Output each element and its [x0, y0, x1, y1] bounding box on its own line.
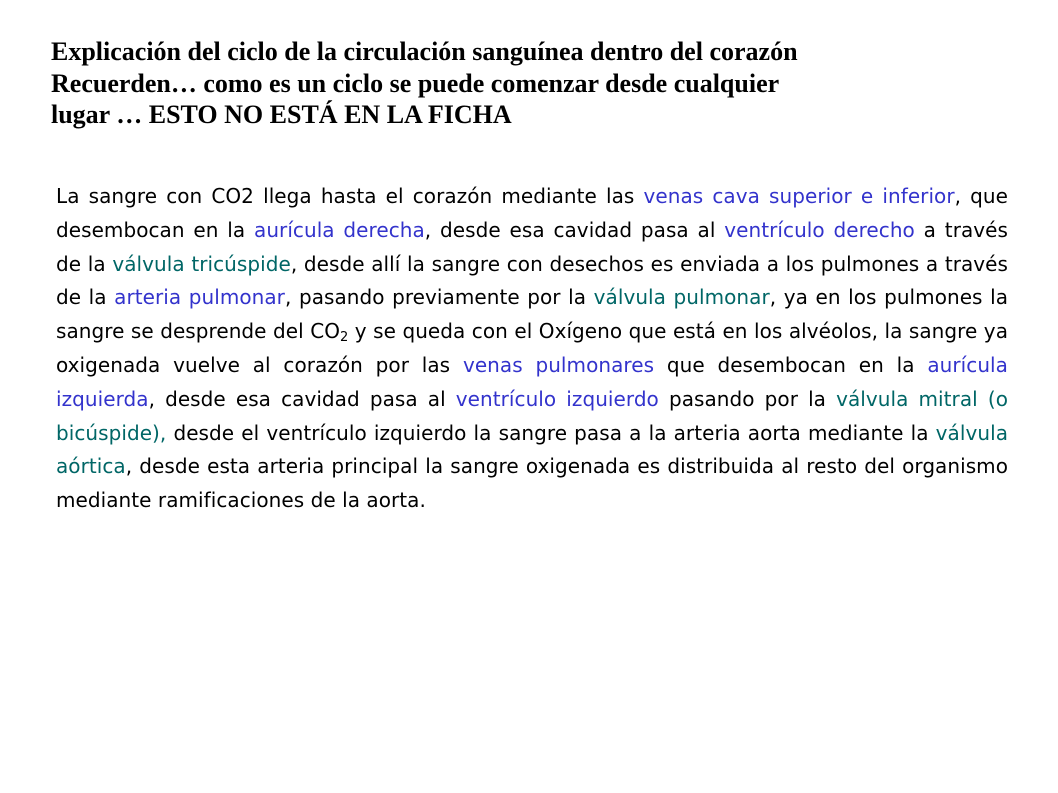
term-auricula-derecha: aurícula derecha	[254, 217, 425, 242]
term-valvula-aortica: válvula aórtica	[56, 420, 1008, 479]
text-segment: , desde allí la sangre con desechos es enviada a los pulmones a través de la	[56, 251, 1008, 310]
text-segment: , pasando previamente por la	[284, 285, 594, 310]
term-valvula-mitral: válvula mitral (o bicúspide),	[56, 386, 1008, 445]
co2-subscript: 2	[340, 330, 349, 346]
term-auricula-izquierda: aurícula izquierda	[56, 352, 1008, 411]
text-segment: , desde esta arteria principal la sangre oxigenada es distribuida al resto del organismo mediante ramificaciones de la aorta.	[56, 454, 1008, 513]
term-ventriculo-izquierdo: ventrículo izquierdo	[455, 386, 659, 411]
title-line-1: Explicación del ciclo de la circulación sanguínea dentro del corazón	[51, 37, 798, 66]
text-segment: y se queda con el Oxígeno que está en los alvéolos, la sangre ya oxigenada vuelve al corazón por las	[56, 319, 1008, 377]
term-venas-cava: venas cava superior e inferior	[643, 184, 955, 208]
text-segment: , desde esa cavidad pasa al	[424, 217, 725, 242]
text-segment: desde el ventrículo izquierdo la sangre pasa a la arteria aorta mediante la	[166, 420, 936, 445]
term-arteria-pulmonar: arteria pulmonar	[114, 285, 285, 310]
title-line-3: lugar … ESTO NO ESTÁ EN LA FICHA	[51, 100, 512, 129]
title-line-2: Recuerden… como es un ciclo se puede comenzar desde cualquier	[51, 68, 780, 98]
term-ventriculo-derecho: ventrículo derecho	[724, 217, 915, 242]
text-segment: , ya en los pulmones la sangre se desprende del CO	[56, 285, 1009, 344]
text-segment: a través de la	[56, 217, 1008, 276]
text-segment: , que desembocan en la	[56, 184, 1008, 242]
text-segment: , desde esa cavidad pasa al	[148, 386, 456, 411]
text-segment: que desembocan en la	[654, 352, 928, 377]
term-valvula-tricuspide: válvula tricúspide	[112, 251, 291, 276]
term-venas-pulmonares: venas pulmonares	[462, 352, 655, 377]
text-segment: pasando por la	[658, 386, 837, 411]
term-valvula-pulmonar: válvula pulmonar	[593, 285, 770, 310]
text-segment: La sangre con CO2 llega hasta el corazón mediante las	[56, 184, 644, 208]
explanation-paragraph	[56, 180, 1008, 518]
slide-title	[51, 36, 1011, 131]
